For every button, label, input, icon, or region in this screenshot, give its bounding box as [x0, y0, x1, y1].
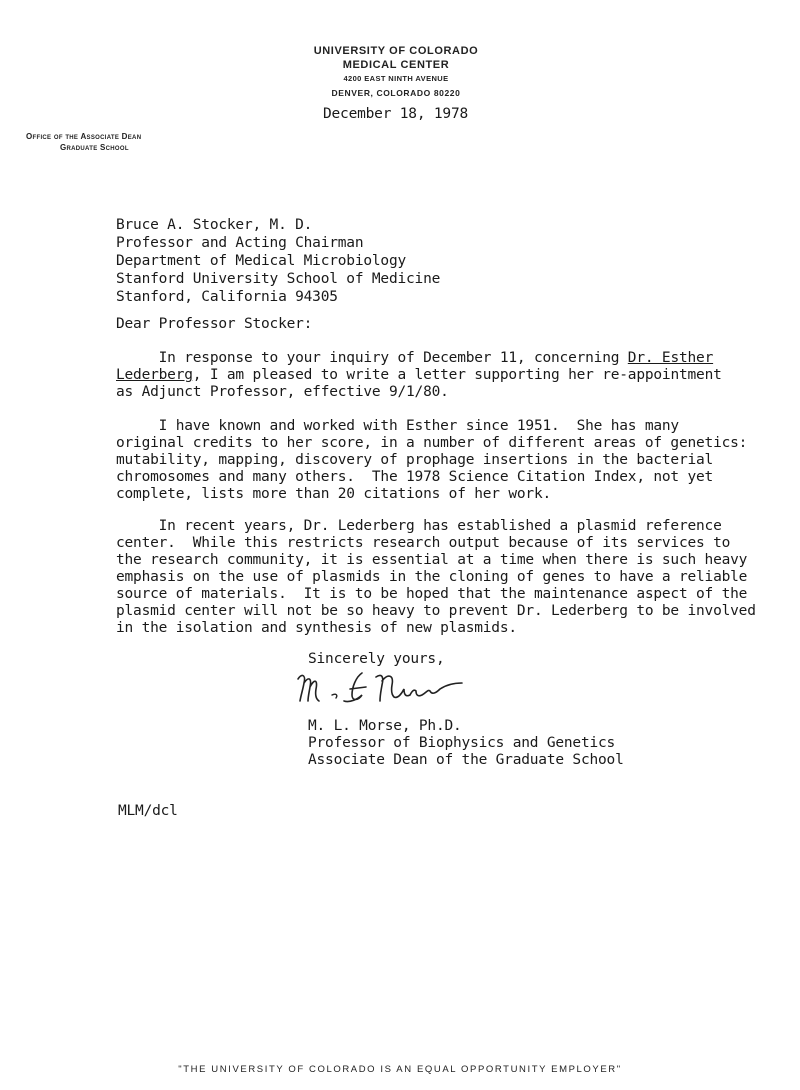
p1-text: , I am pleased to write a letter supporting her re-appointment: [192, 367, 722, 383]
p3-line: the research community, it is essential at a time when there is such heavy: [116, 552, 748, 568]
p2-line: complete, lists more than 20 citations of her work.: [116, 486, 552, 502]
recipient-line: Stanford, California 94305: [116, 289, 338, 305]
office-block: [26, 131, 141, 153]
paragraph-2: [116, 418, 756, 503]
p2-line: chromosomes and many others. The 1978 Science Citation Index, not yet: [116, 469, 714, 485]
letterhead-university: UNIVERSITY OF COLORADO: [313, 45, 479, 57]
closing: Sincerely yours,: [308, 651, 445, 667]
typist-initials: MLM/dcl: [118, 803, 178, 819]
recipient-line: Department of Medical Microbiology: [116, 253, 407, 269]
office-title: Office of the Associate Dean: [26, 132, 142, 141]
p2-line: I have known and worked with Esther since 1951. She has many: [116, 418, 679, 434]
signer-position: Associate Dean of the Graduate School: [308, 752, 624, 768]
p3-line: emphasis on the use of plasmids in the cloning of genes to have a reliable: [116, 569, 748, 585]
handwritten-signature: [292, 665, 472, 711]
paragraph-3: [116, 518, 756, 637]
p3-line: In recent years, Dr. Lederberg has established a plasmid reference: [116, 518, 722, 534]
recipient-address: [116, 216, 440, 306]
recipient-line: Bruce A. Stocker, M. D.: [116, 217, 313, 233]
letterhead: [0, 44, 800, 100]
p2-line: mutability, mapping, discovery of prophage insertions in the bacterial: [116, 452, 714, 468]
office-school: Graduate School: [60, 143, 129, 152]
salutation: Dear Professor Stocker:: [116, 316, 313, 332]
paragraph-1: [116, 350, 756, 401]
letter-date: December 18, 1978: [323, 106, 469, 122]
letterhead-city: DENVER, COLORADO 80220: [331, 88, 461, 98]
p3-line: center. While this restricts research output because of its services to: [116, 535, 731, 551]
p1-name-underlined: Dr. Esther: [627, 350, 714, 366]
signer-title: Professor of Biophysics and Genetics: [308, 735, 616, 751]
p3-line: plasmid center will not be so heavy to prevent Dr. Lederberg to be involved: [116, 603, 756, 619]
p1-text: In response to your inquiry of December 11, concerning: [116, 350, 628, 366]
letterhead-center: MEDICAL CENTER: [342, 59, 450, 71]
letterhead-street: 4200 EAST NINTH AVENUE: [343, 74, 449, 83]
p1-text: as Adjunct Professor, effective 9/1/80.: [116, 384, 449, 400]
signer-name: M. L. Morse, Ph.D.: [308, 718, 462, 734]
p3-line: in the isolation and synthesis of new plasmids.: [116, 620, 517, 636]
equal-opportunity-footer: "THE UNIVERSITY OF COLORADO IS AN EQUAL OPPORTUNITY EMPLOYER": [178, 1064, 622, 1075]
p3-line: source of materials. It is to be hoped that the maintenance aspect of the: [116, 586, 748, 602]
signer-block: [308, 718, 624, 769]
recipient-line: Stanford University School of Medicine: [116, 271, 441, 287]
p1-surname-underlined: Lederberg: [116, 367, 193, 383]
recipient-line: Professor and Acting Chairman: [116, 235, 364, 251]
p2-line: original credits to her score, in a number of different areas of genetics:: [116, 435, 748, 451]
